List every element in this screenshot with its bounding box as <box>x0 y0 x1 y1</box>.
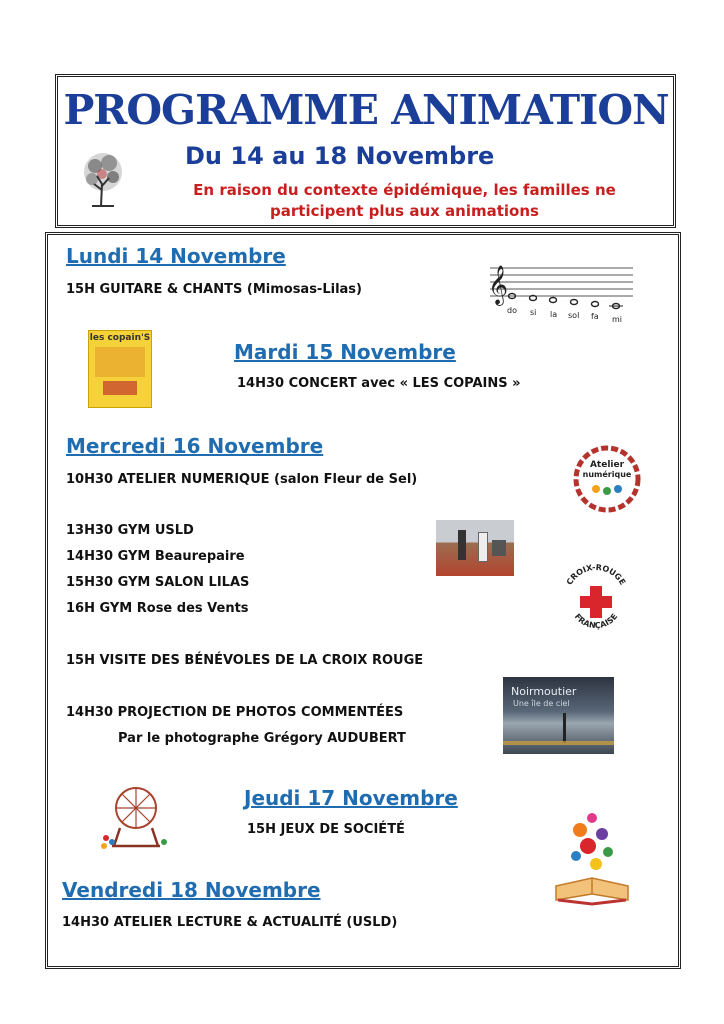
event-mercredi-3: 14H30 GYM Beaurepaire <box>66 549 245 564</box>
tree-logo-icon <box>80 150 126 208</box>
event-mercredi-4: 15H30 GYM SALON LILAS <box>66 575 250 590</box>
event-mardi-1: 14H30 CONCERT avec « LES COPAINS » <box>237 376 521 391</box>
day-mercredi: Mercredi 16 Novembre <box>66 434 324 458</box>
event-vendredi-1: 14H30 ATELIER LECTURE & ACTUALITÉ (USLD) <box>62 915 398 930</box>
atelier-label-2: numérique <box>582 470 632 479</box>
noirmoutier-caption-2: Une île de ciel <box>513 699 570 708</box>
croix-rouge-logo-icon <box>560 562 632 634</box>
note-mi: mi <box>612 315 623 324</box>
event-mercredi-2: 13H30 GYM USLD <box>66 523 194 538</box>
note-la: la <box>550 310 558 319</box>
notice-line-2: participent plus aux animations <box>270 202 539 220</box>
notice-line-1: En raison du contexte épidémique, les familles ne <box>193 181 616 199</box>
note-si: si <box>530 308 537 317</box>
day-lundi: Lundi 14 Novembre <box>66 244 286 268</box>
open-book-icon <box>552 808 634 908</box>
note-do: do <box>507 306 517 315</box>
svg-text:CROIX-ROUGE <box>565 563 627 587</box>
event-mercredi-5: 16H GYM Rose des Vents <box>66 601 249 616</box>
epidemic-notice <box>142 180 667 222</box>
event-jeudi-1: 15H JEUX DE SOCIÉTÉ <box>247 822 405 837</box>
noirmoutier-photo <box>503 677 614 754</box>
day-jeudi: Jeudi 17 Novembre <box>244 786 458 810</box>
event-mercredi-1: 10H30 ATELIER NUMERIQUE (salon Fleur de Sel) <box>66 472 418 487</box>
gym-photo <box>436 520 514 576</box>
page-title: PROGRAMME ANIMATION <box>63 86 669 134</box>
event-mercredi-8: Par le photographe Grégory AUDUBERT <box>118 731 406 746</box>
croix-rouge-bottom-text: FRANÇAISE <box>572 612 620 631</box>
event-mercredi-7: 14H30 PROJECTION DE PHOTOS COMMENTÉES <box>66 705 404 720</box>
atelier-numerique-logo-icon <box>572 444 642 514</box>
bingo-cage-icon <box>98 780 170 852</box>
svg-text:𝄞: 𝄞 <box>488 265 509 305</box>
les-copains-poster <box>88 330 152 408</box>
event-lundi-1: 15H GUITARE & CHANTS (Mimosas-Lilas) <box>66 282 362 297</box>
day-mardi: Mardi 15 Novembre <box>234 340 456 364</box>
music-staff-icon <box>485 262 635 324</box>
croix-rouge-top-text: CROIX-ROUGE <box>564 562 628 587</box>
note-sol: sol <box>568 311 580 320</box>
date-range: Du 14 au 18 Novembre <box>185 142 495 170</box>
note-fa: fa <box>591 312 599 321</box>
day-vendredi: Vendredi 18 Novembre <box>62 878 321 902</box>
noirmoutier-caption-1: Noirmoutier <box>511 685 577 698</box>
atelier-label-1: Atelier <box>589 460 625 470</box>
event-mercredi-6: 15H VISITE DES BÉNÉVOLES DE LA CROIX ROUGE <box>66 653 424 668</box>
poster-title: les copain'S <box>89 333 151 343</box>
